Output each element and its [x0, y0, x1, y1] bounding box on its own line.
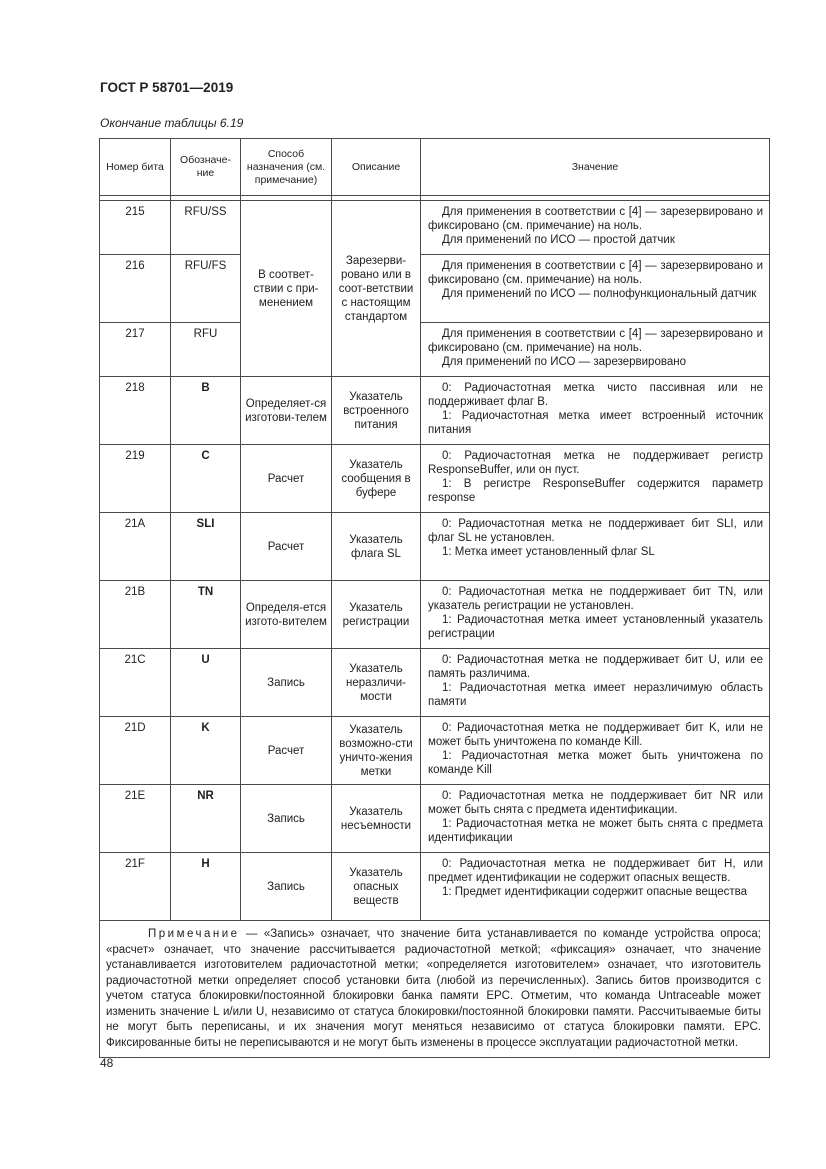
method-cell: Расчет — [241, 445, 332, 513]
bit-symbol: H — [171, 853, 241, 921]
value-cell: 0: Радиочастотная метка не поддерживает бит TN, или указатель регистрации не установлен. 1: Радиочастотная метка имеет установленный указатель регистрации — [421, 581, 770, 649]
col-header-symbol: Обозначе-ние — [171, 139, 241, 196]
value-cell: 0: Радиочастотная метка не поддерживает бит SLI, или флаг SL не установлен. 1: Метка имеет установленный флаг SL — [421, 513, 770, 581]
col-header-method: Способ назначения (см. примечание) — [241, 139, 332, 196]
description-cell: Указатель возможно-сти уничто-жения метки — [332, 717, 421, 785]
bit-symbol: RFU — [171, 323, 241, 377]
bit-symbol: TN — [171, 581, 241, 649]
table-row — [100, 255, 770, 323]
note-text: — «Запись» означает, что значение бита устанавливается по команде устройства опроса; «расчет» означает, что значение рассчитывается радиочастотной меткой; «фиксация» означает, что значение устанавливается изготовителем радиочастотной метки; «определяется изготовителем» означает, что изготовитель радиочастотной метки определяет способ установки бита (любой из перечисленных). Запись битов производится с учетом статуса блокировки/постоянной блокировки банка памяти EPC. Отметим, что команда Untraceable может изменить значение L и/или U, независимо от статуса блокировки/постоянной блокировки памяти. Рассчитываемые биты не могут быть переписаны, и их значения могут меняться независимо от статуса блокировки памяти. EPC. Фиксированные биты не переписываются и не могут быть изменены в процессе эксплуатации радиочастотной метки. — [106, 928, 761, 1049]
bit-number: 219 — [100, 445, 171, 513]
value-cell: Для применения в соответствии с [4] — зарезервировано и фиксировано (см. примечание) на ноль. Для применений по ИСО — зарезервировано — [421, 323, 770, 377]
value-cell: 0: Радиочастотная метка не поддерживает бит H, или предмет идентификации не содержит опасных веществ. 1: Предмет идентификации содержит опасные вещества — [421, 853, 770, 921]
method-cell: Запись — [241, 785, 332, 853]
value-cell: Для применения в соответствии с [4] — зарезервировано и фиксировано (см. примечание) на ноль. Для применений по ИСО — полнофункциональный датчик — [421, 255, 770, 323]
bit-number: 216 — [100, 255, 171, 323]
method-cell: Запись — [241, 853, 332, 921]
bit-symbol: RFU/SS — [171, 201, 241, 255]
description-cell: Указатель регистрации — [332, 581, 421, 649]
table-row — [100, 377, 770, 445]
description-cell: Указатель флага SL — [332, 513, 421, 581]
value-cell: 0: Радиочастотная метка не поддерживает бит U, или ее память различима. 1: Радиочастотная метка имеет неразличимую область памяти — [421, 649, 770, 717]
table-row — [100, 785, 770, 853]
bit-number: 215 — [100, 201, 171, 255]
bit-symbol: NR — [171, 785, 241, 853]
table-row — [100, 445, 770, 513]
table-row — [100, 201, 770, 255]
bit-number: 21B — [100, 581, 171, 649]
table-row — [100, 323, 770, 377]
table-row — [100, 513, 770, 581]
table-header-row — [100, 139, 770, 196]
bit-number: 21E — [100, 785, 171, 853]
value-cell: Для применения в соответствии с [4] — зарезервировано и фиксировано (см. примечание) на ноль. Для применений по ИСО — простой датчик — [421, 201, 770, 255]
col-header-number: Номер бита — [100, 139, 171, 196]
table-row — [100, 649, 770, 717]
page-number: 48 — [100, 1056, 114, 1070]
data-table — [99, 138, 770, 1058]
bit-number: 21D — [100, 717, 171, 785]
bit-number: 218 — [100, 377, 171, 445]
bit-number: 21A — [100, 513, 171, 581]
col-header-description: Описание — [332, 139, 421, 196]
bit-symbol: RFU/FS — [171, 255, 241, 323]
note-label: Примечание — [148, 928, 240, 940]
description-cell: Указатель встроенного питания — [332, 377, 421, 445]
table-caption: Окончание таблицы 6.19 — [100, 116, 244, 130]
table-row — [100, 717, 770, 785]
bit-number: 21F — [100, 853, 171, 921]
description-cell: Зарезерви-ровано или в соот-ветствии с настоящим стандартом — [332, 201, 421, 377]
description-cell: Указатель сообщения в буфере — [332, 445, 421, 513]
method-cell: Запись — [241, 649, 332, 717]
method-cell: Расчет — [241, 717, 332, 785]
method-cell: Определя-ется изгото-вителем — [241, 581, 332, 649]
value-cell: 0: Радиочастотная метка не поддерживает бит K, или не может быть уничтожена по команде Kill. 1: Радиочастотная метка может быть уничтожена по команде Kill — [421, 717, 770, 785]
value-cell: 0: Радиочастотная метка не поддерживает бит NR или может быть снята с предмета идентификации. 1: Радиочастотная метка не может быть снята с предмета идентификации — [421, 785, 770, 853]
description-cell: Указатель опасных веществ — [332, 853, 421, 921]
description-cell: Указатель несъемности — [332, 785, 421, 853]
table-row — [100, 581, 770, 649]
bit-symbol: B — [171, 377, 241, 445]
bit-number: 217 — [100, 323, 171, 377]
note-row — [100, 921, 770, 1058]
bit-symbol: SLI — [171, 513, 241, 581]
col-header-value: Значение — [421, 139, 770, 196]
table-row — [100, 853, 770, 921]
bit-number: 21C — [100, 649, 171, 717]
value-cell: 0: Радиочастотная метка чисто пассивная или не поддерживает флаг B. 1: Радиочастотная метка имеет встроенный источник питания — [421, 377, 770, 445]
bit-symbol: U — [171, 649, 241, 717]
document-header: ГОСТ Р 58701—2019 — [100, 80, 234, 95]
note-cell — [100, 921, 770, 1058]
value-cell: 0: Радиочастотная метка не поддерживает регистр ResponseBuffer, или он пуст. 1: В регистре ResponseBuffer содержится параметр response — [421, 445, 770, 513]
bit-symbol: K — [171, 717, 241, 785]
method-cell: В соответ-ствии с при-менением — [241, 201, 332, 377]
description-cell: Указатель неразличи-мости — [332, 649, 421, 717]
bit-symbol: C — [171, 445, 241, 513]
method-cell: Расчет — [241, 513, 332, 581]
method-cell: Определяет-ся изготови-телем — [241, 377, 332, 445]
